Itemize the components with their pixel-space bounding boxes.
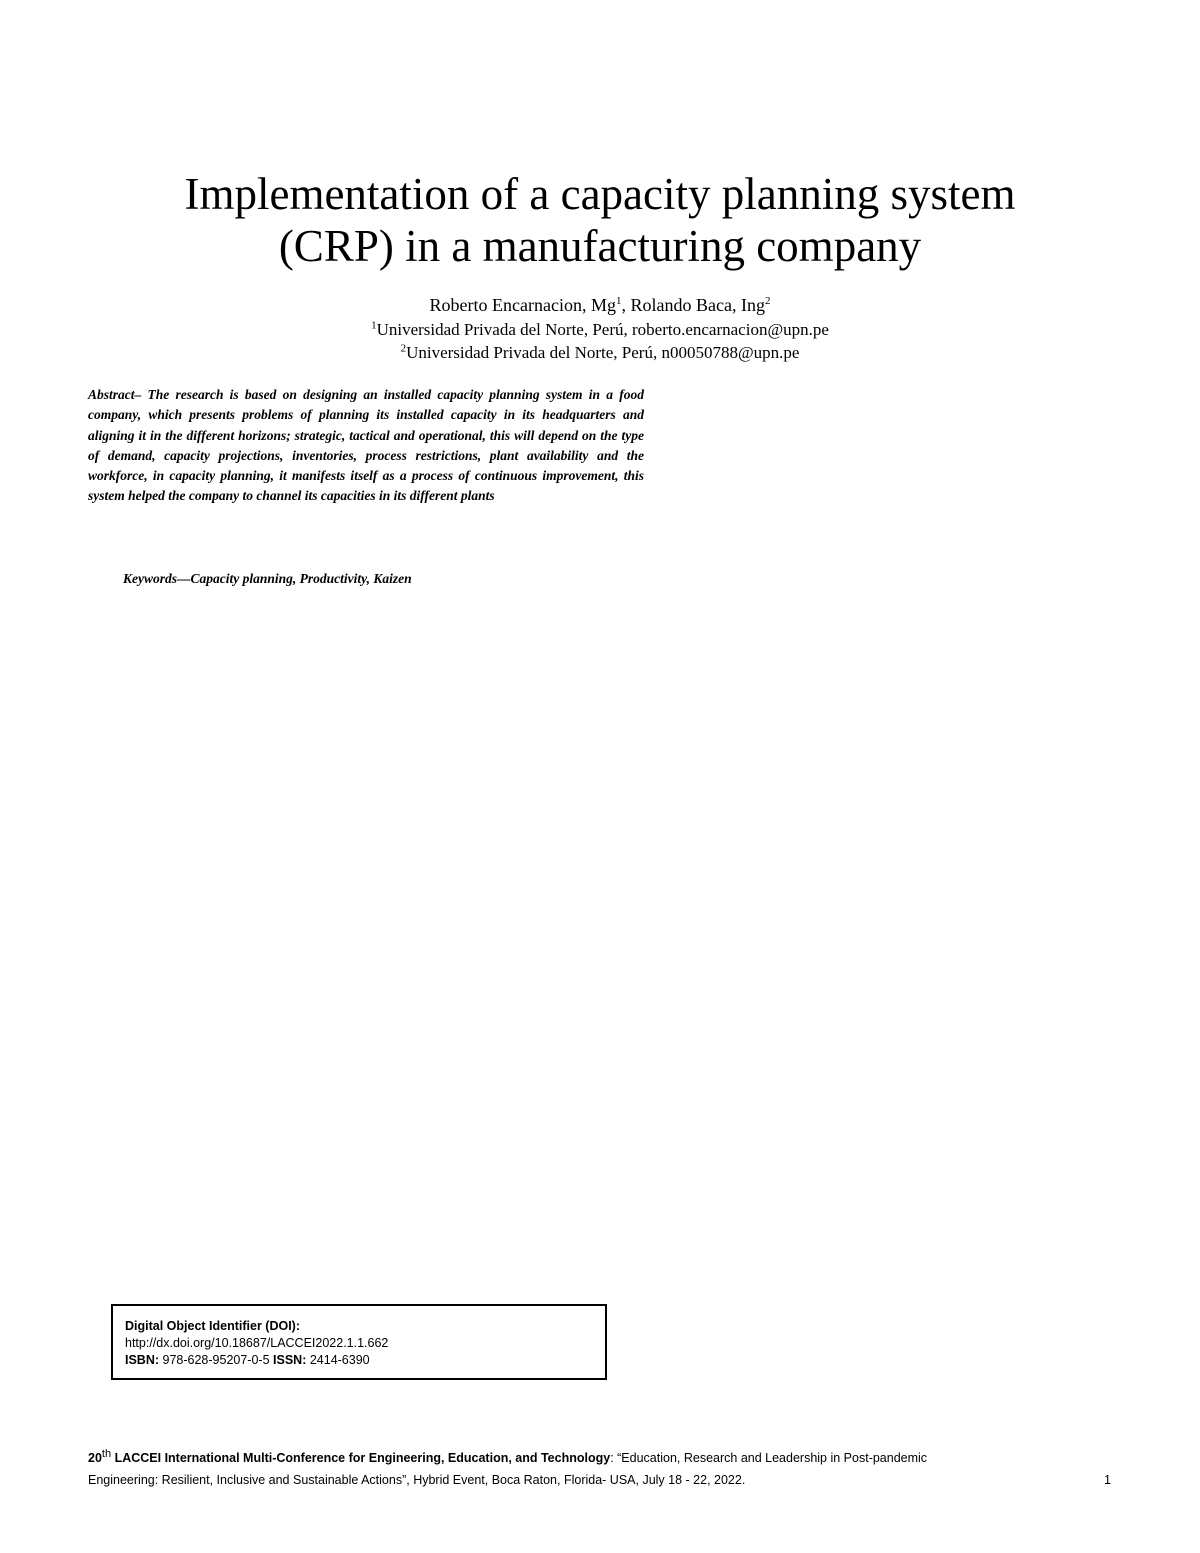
affiliation-2 [0, 343, 1200, 363]
title-line-2: (CRP) in a manufacturing company [278, 221, 922, 271]
issn-label: ISSN: [273, 1353, 307, 1367]
page-number: 1 [1104, 1473, 1111, 1487]
footer-conference: LACCEI International Multi-Conference for Engineering, Education, and Technology [111, 1451, 611, 1465]
footer-line-1 [88, 1447, 1118, 1469]
doi-heading: Digital Object Identifier (DOI): [125, 1319, 301, 1333]
isbn-label: ISBN: [125, 1353, 160, 1367]
author-separator: , [621, 295, 631, 315]
author-2-superscript: 2 [764, 295, 771, 307]
author-2-name: Rolando Baca, Ing [630, 295, 765, 315]
affiliation-2-text: Universidad Privada del Norte, Perú, n00050788@upn.pe [406, 343, 800, 362]
page-footer [88, 1447, 1118, 1491]
abstract [88, 385, 644, 507]
abstract-body: The research is based on designing an installed capacity planning system in a food company, which presents problems of planning its installed capacity in its headquarters and aligning it in the different horizons; strategic, tactical and operational, this will depend on the type of demand, capacity projections, inventories, process restrictions, plant availability and the workforce, in capacity planning, it manifests itself as a process of continuous improvement, this system helped the company to channel its capacities in its different plants [88, 387, 644, 504]
author-1-superscript: 1 [615, 295, 622, 307]
doi-box [111, 1304, 607, 1380]
affiliation-1-superscript: 1 [371, 319, 377, 332]
affiliation-1-text: Universidad Privada del Norte, Perú, roberto.encarnacion@upn.pe [376, 320, 829, 339]
title-line-1: Implementation of a capacity planning system [184, 169, 1016, 219]
author-list [0, 294, 1200, 316]
affiliation-2-superscript: 2 [400, 342, 407, 355]
footer-line-2: Engineering: Resilient, Inclusive and Sustainable Actions”, Hybrid Event, Boca Raton, Florida- USA, July 18 - 22, 2022. [88, 1473, 746, 1487]
author-1-name: Roberto Encarnacion, Mg [429, 295, 616, 315]
footer-theme-1: : “Education, Research and Leadership in Post-pandemic [610, 1451, 928, 1465]
footer-edition-sup: th [101, 1447, 112, 1460]
isbn-value: 978-628-95207-0-5 [159, 1353, 274, 1367]
footer-edition: 20 [88, 1451, 102, 1465]
doi-url[interactable]: http://dx.doi.org/10.18687/LACCEI2022.1.1.662 [125, 1336, 389, 1350]
isbn-issn-line [125, 1352, 605, 1369]
keywords: Keywords—Capacity planning, Productivity, Kaizen [123, 571, 412, 586]
abstract-lead: Abstract– [88, 387, 148, 402]
affiliation-1 [0, 320, 1200, 340]
paper-title [0, 168, 1200, 272]
issn-value: 2414-6390 [306, 1353, 370, 1367]
